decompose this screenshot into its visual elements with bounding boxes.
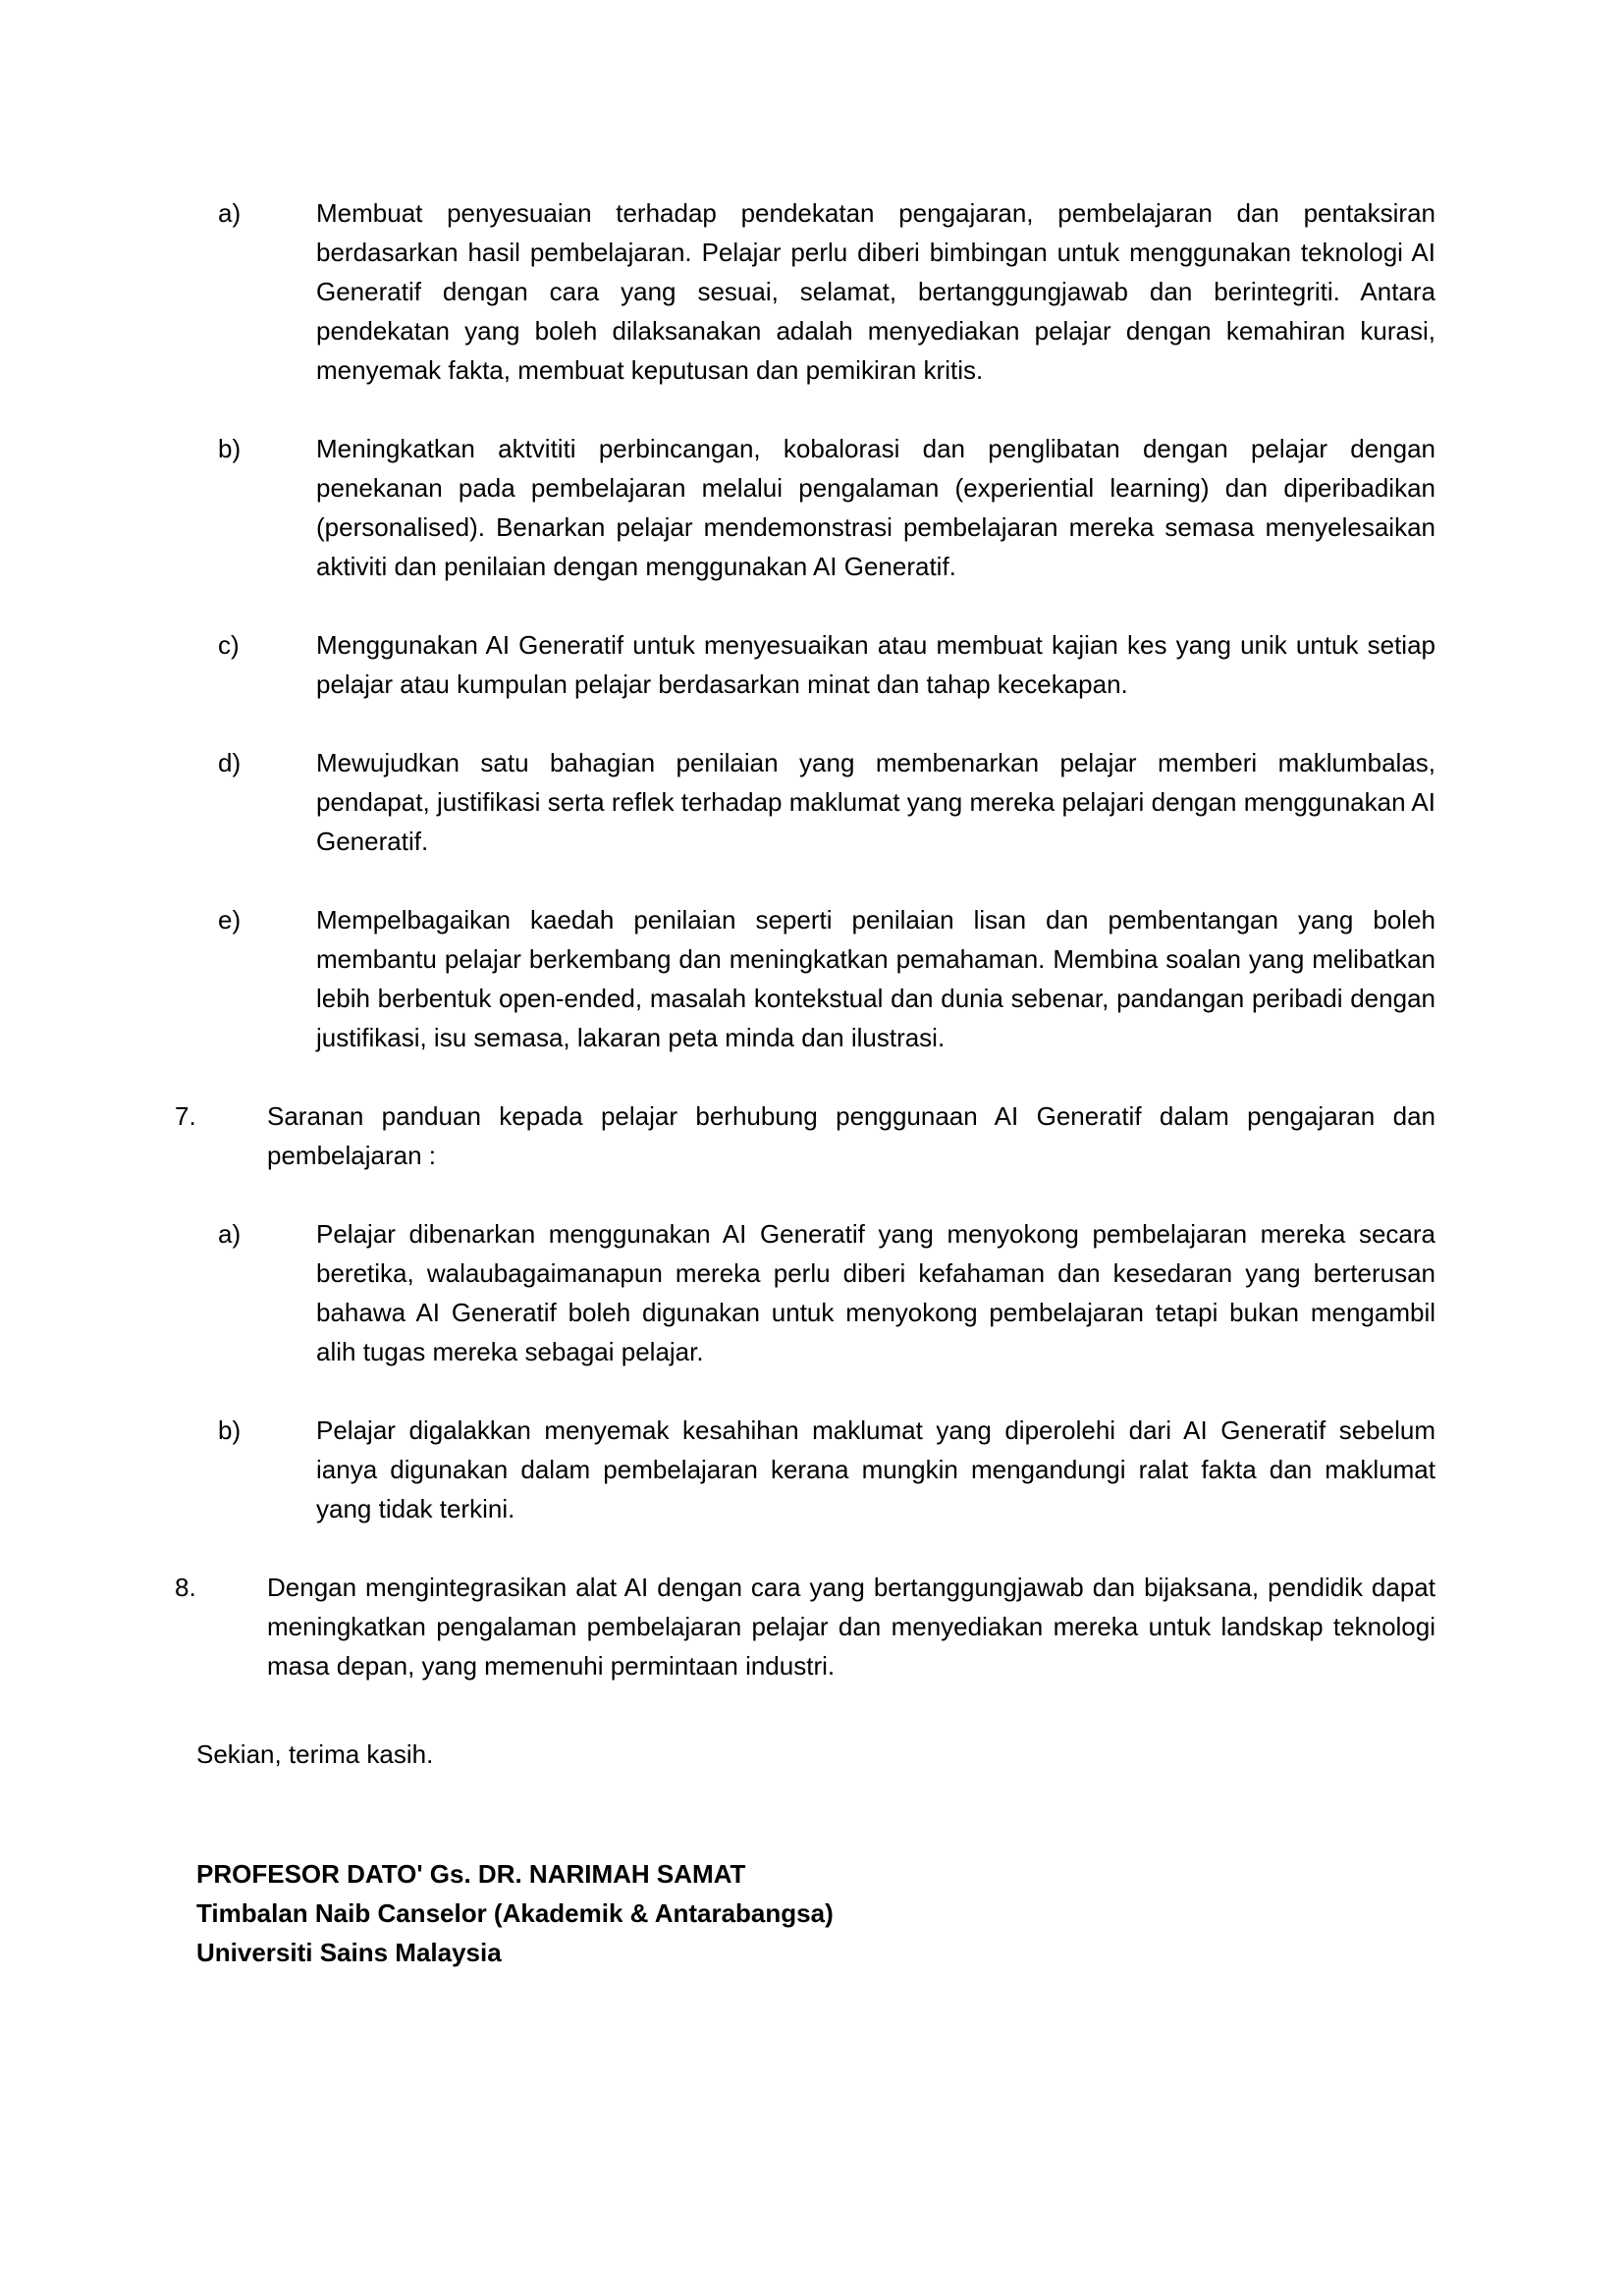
list-item-text: Mempelbagaikan kaedah penilaian seperti penilaian lisan dan pembentangan yang boleh membantu pelajar berkembang dan meningkatkan pemahaman. Membina soalan yang melibatkan lebih berbentuk open-ended, masalah kontekstual dan dunia sebenar, pandangan peribadi dengan justifikasi, isu semasa, lakaran peta minda dan ilustrasi. [316,905,1435,1052]
list-marker: c) [218,630,240,660]
section-text: Saranan panduan kepada pelajar berhubung penggunaan AI Generatif dalam pengajaran dan pembelajaran : [267,1101,1435,1170]
closing-text: Sekian, terima kasih. [196,1739,434,1769]
list-marker: a) [218,1219,242,1249]
section-7 [175,1096,1435,1175]
list-item-7a [218,1214,1435,1371]
list-marker: a) [218,198,242,228]
list-item-text: Mewujudkan satu bahagian penilaian yang membenarkan pelajar memberi maklumbalas, pendapat, justifikasi serta reflek terhadap maklumat yang mereka pelajari dengan menggunakan AI Generatif. [316,748,1435,856]
signatory-institution: Universiti Sains Malaysia [196,1938,502,1967]
section-8 [175,1568,1435,1685]
list-item-text: Menggunakan AI Generatif untuk menyesuaikan atau membuat kajian kes yang unik untuk setiap pelajar atau kumpulan pelajar berdasarkan minat dan tahap kecekapan. [316,630,1435,699]
document-body [175,193,1435,1972]
list-item-text: Membuat penyesuaian terhadap pendekatan pengajaran, pembelajaran dan pentaksiran berdasarkan hasil pembelajaran. Pelajar perlu diberi bimbingan untuk menggunakan teknologi AI Generatif dengan cara yang sesuai, selamat, bertanggungjawab dan berintegriti. Antara pendekatan yang boleh dilaksanakan adalah menyediakan pelajar dengan kemahiran kurasi, menyemak fakta, membuat keputusan dan pemikiran kritis. [316,198,1435,385]
section-text: Dengan mengintegrasikan alat AI dengan cara yang bertanggungjawab dan bijaksana, pendidik dapat meningkatkan pengalaman pembelajaran pelajar dan menyediakan mereka untuk landskap teknologi masa depan, yang memenuhi permintaan industri. [267,1573,1435,1681]
list-marker: d) [218,748,242,777]
signature-block [196,1854,1435,1972]
list-marker: b) [218,1415,242,1445]
list-item-7b [218,1411,1435,1528]
section-number: 8. [175,1573,196,1602]
list-item-text: Meningkatkan aktvititi perbincangan, kobalorasi dan penglibatan dengan pelajar dengan penekanan pada pembelajaran melalui pengalaman (experiential learning) dan diperibadikan (personalised). Benarkan pelajar mendemonstrasi pembelajaran mereka semasa menyelesaikan aktiviti dan penilaian dengan menggunakan AI Generatif. [316,434,1435,581]
signatory-name: PROFESOR DATO' Gs. DR. NARIMAH SAMAT [196,1859,746,1889]
list-item-6e [218,900,1435,1057]
list-item-text: Pelajar dibenarkan menggunakan AI Generatif yang menyokong pembelajaran mereka secara beretika, walaubagaimanapun mereka perlu diberi kefahaman dan kesedaran yang berterusan bahawa AI Generatif boleh digunakan untuk menyokong pembelajaran tetapi bukan mengambil alih tugas mereka sebagai pelajar. [316,1219,1435,1366]
section-number: 7. [175,1101,196,1131]
list-item-text: Pelajar digalakkan menyemak kesahihan maklumat yang diperolehi dari AI Generatif sebelum ianya digunakan dalam pembelajaran kerana mungkin mengandungi ralat fakta dan maklumat yang tidak terkini. [316,1415,1435,1523]
list-item-6b [218,429,1435,586]
signatory-position: Timbalan Naib Canselor (Akademik & Antarabangsa) [196,1898,834,1928]
list-marker: b) [218,434,242,463]
list-item-6d [218,743,1435,861]
list-marker: e) [218,905,242,934]
list-item-6a [218,193,1435,390]
list-item-6c [218,625,1435,704]
